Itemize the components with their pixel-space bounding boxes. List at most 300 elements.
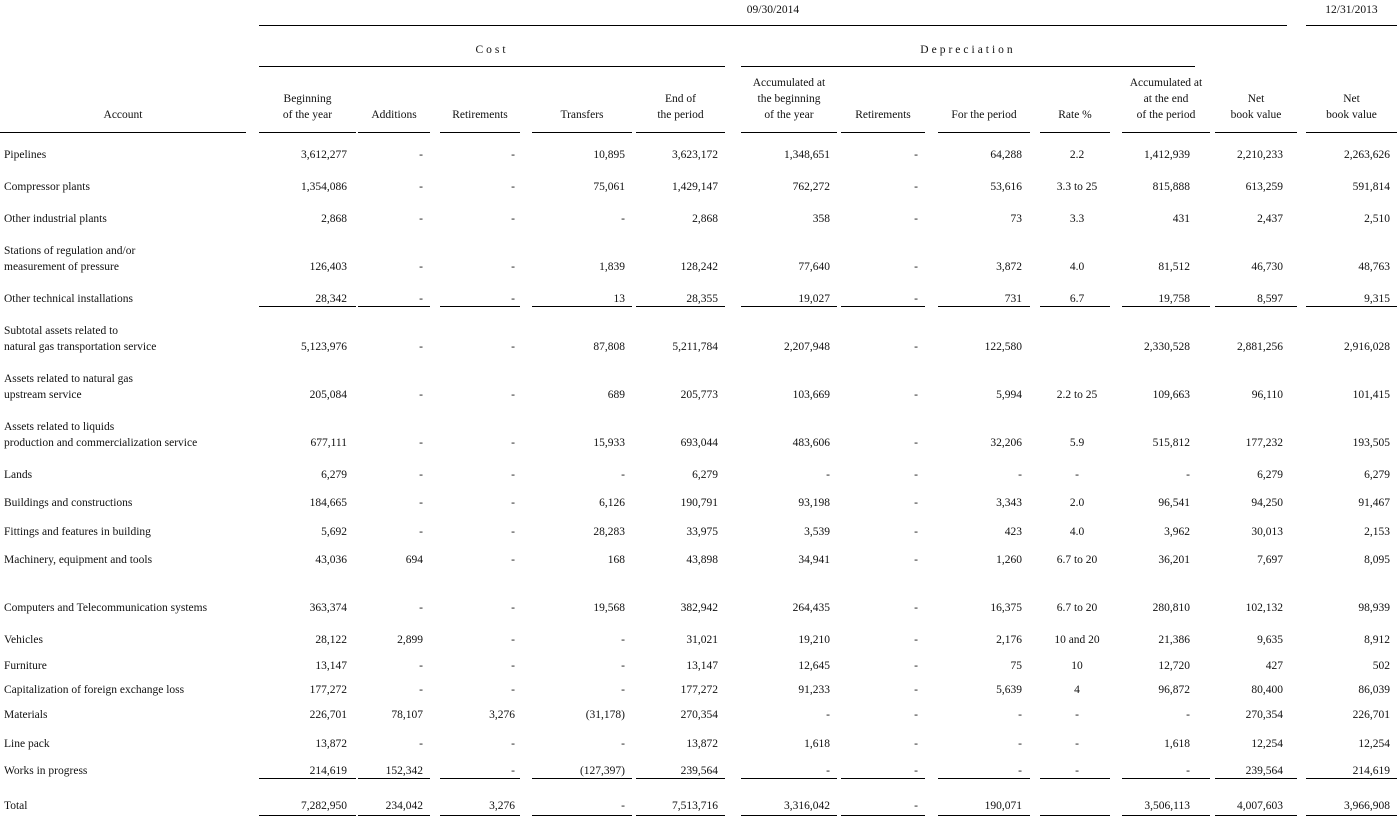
column-header-line: Net bbox=[1343, 93, 1360, 105]
table-cell: - bbox=[1186, 709, 1190, 721]
row-label-line: Capitalization of foreign exchange loss bbox=[4, 684, 185, 696]
table-cell: 6,279 bbox=[321, 469, 347, 481]
table-cell: 382,942 bbox=[680, 602, 718, 614]
table-cell: 190,791 bbox=[680, 497, 718, 509]
table-cell: - bbox=[914, 554, 918, 566]
row-label bbox=[4, 736, 50, 752]
table-cell: 2,330,528 bbox=[1144, 341, 1190, 353]
table-cell: - bbox=[419, 526, 423, 538]
table-cell: 7,697 bbox=[1257, 554, 1283, 566]
table-cell: 28,355 bbox=[686, 293, 718, 305]
table-cell: 270,354 bbox=[1245, 709, 1283, 721]
table-cell: 205,084 bbox=[309, 389, 347, 401]
table-cell: - bbox=[419, 293, 423, 305]
table-cell: 239,564 bbox=[680, 765, 718, 777]
table-cell: 591,814 bbox=[1352, 181, 1390, 193]
table-cell: - bbox=[419, 149, 423, 161]
column-header-line: Retirements bbox=[855, 109, 911, 121]
table-cell: - bbox=[511, 149, 515, 161]
table-cell: 94,250 bbox=[1251, 497, 1283, 509]
table-cell: 3,276 bbox=[489, 800, 515, 812]
row-label bbox=[4, 600, 207, 616]
table-cell: 2,153 bbox=[1364, 526, 1390, 538]
table-cell: 8,912 bbox=[1364, 634, 1390, 646]
column-header-line: Accumulated at bbox=[1129, 77, 1203, 89]
table-cell: 91,233 bbox=[798, 684, 830, 696]
table-cell: 815,888 bbox=[1152, 181, 1190, 193]
table-cell: 80,400 bbox=[1251, 684, 1283, 696]
table-cell: 48,763 bbox=[1358, 261, 1390, 273]
table-cell: 19,758 bbox=[1158, 293, 1190, 305]
table-cell: 13,147 bbox=[315, 660, 347, 672]
row-label bbox=[4, 179, 90, 195]
row-label-line: Buildings and constructions bbox=[4, 497, 133, 509]
table-cell: 5,639 bbox=[996, 684, 1022, 696]
table-cell: 2,868 bbox=[321, 213, 347, 225]
table-cell: 10 bbox=[1071, 660, 1083, 672]
row-label bbox=[4, 323, 156, 355]
row-label-line: Other technical installations bbox=[4, 293, 134, 305]
column-header-line: Accumulated at bbox=[752, 77, 826, 89]
table-cell: 12,720 bbox=[1158, 660, 1190, 672]
table-cell: 4,007,603 bbox=[1237, 800, 1283, 812]
column-header-rule bbox=[532, 132, 632, 133]
table-cell: 6.7 to 20 bbox=[1056, 554, 1098, 566]
table-cell: - bbox=[914, 389, 918, 401]
table-cell: - bbox=[419, 738, 423, 750]
table-cell: 363,374 bbox=[309, 602, 347, 614]
header-rule-prior bbox=[1306, 25, 1397, 26]
table-cell: 731 bbox=[1004, 293, 1022, 305]
column-header-rule bbox=[440, 132, 520, 133]
table-cell: - bbox=[511, 526, 515, 538]
table-cell: - bbox=[1186, 469, 1190, 481]
table-cell: 2,176 bbox=[996, 634, 1022, 646]
table-cell: 427 bbox=[1265, 660, 1283, 672]
cell-underline bbox=[532, 306, 632, 307]
column-header-line: For the period bbox=[951, 109, 1017, 121]
table-cell: - bbox=[511, 765, 515, 777]
table-cell: - bbox=[914, 684, 918, 696]
table-cell: 43,036 bbox=[315, 554, 347, 566]
table-cell: 9,315 bbox=[1364, 293, 1390, 305]
table-cell: 762,272 bbox=[792, 181, 830, 193]
table-cell: 30,013 bbox=[1251, 526, 1283, 538]
table-cell: - bbox=[419, 213, 423, 225]
table-cell: 5,692 bbox=[321, 526, 347, 538]
column-header-line: End of bbox=[665, 93, 696, 105]
table-cell: - bbox=[914, 526, 918, 538]
table-cell: 128,242 bbox=[680, 261, 718, 273]
table-cell: 3.3 to 25 bbox=[1056, 181, 1098, 193]
table-cell: - bbox=[419, 389, 423, 401]
row-label-line: Compressor plants bbox=[4, 181, 90, 193]
table-cell: 46,730 bbox=[1251, 261, 1283, 273]
table-cell: 2,263,626 bbox=[1344, 149, 1390, 161]
table-cell: 96,872 bbox=[1158, 684, 1190, 696]
table-cell: 2,207,948 bbox=[784, 341, 830, 353]
table-cell: 16,375 bbox=[990, 602, 1022, 614]
table-cell: - bbox=[914, 660, 918, 672]
row-label bbox=[4, 524, 151, 540]
row-label-line: Total bbox=[4, 800, 28, 812]
table-cell: - bbox=[914, 738, 918, 750]
table-cell: 28,342 bbox=[315, 293, 347, 305]
table-cell: 81,512 bbox=[1158, 261, 1190, 273]
cell-underline bbox=[1306, 778, 1397, 779]
column-header-rule bbox=[636, 132, 725, 133]
cell-underline bbox=[440, 306, 520, 307]
column-header-line: Rate % bbox=[1058, 109, 1092, 121]
table-cell: 214,619 bbox=[309, 765, 347, 777]
row-label bbox=[4, 291, 133, 307]
table-cell: 13,872 bbox=[315, 738, 347, 750]
table-cell: 613,259 bbox=[1245, 181, 1283, 193]
column-header-rule bbox=[1040, 132, 1110, 133]
table-cell: 2.2 bbox=[1069, 149, 1085, 161]
table-cell: 693,044 bbox=[680, 437, 718, 449]
row-label-line: Line pack bbox=[4, 738, 50, 750]
table-cell: 677,111 bbox=[310, 437, 347, 449]
row-label-line: Pipelines bbox=[4, 149, 47, 161]
table-cell: 2,437 bbox=[1257, 213, 1283, 225]
column-header bbox=[0, 107, 246, 123]
table-cell: 96,541 bbox=[1158, 497, 1190, 509]
table-cell: 6,126 bbox=[599, 497, 625, 509]
table-cell: 2,916,028 bbox=[1344, 341, 1390, 353]
row-label bbox=[4, 419, 197, 451]
table-cell: 43,898 bbox=[686, 554, 718, 566]
table-cell: - bbox=[914, 261, 918, 273]
table-cell: 3,966,908 bbox=[1344, 800, 1390, 812]
table-cell: 5,994 bbox=[996, 389, 1022, 401]
table-cell: 96,110 bbox=[1251, 389, 1283, 401]
table-cell: 270,354 bbox=[680, 709, 718, 721]
table-cell: - bbox=[1075, 709, 1079, 721]
group-header-depreciation: Depreciation bbox=[920, 44, 1016, 56]
row-label-line: Computers and Telecommunication systems bbox=[4, 602, 208, 614]
table-cell: 91,467 bbox=[1358, 497, 1390, 509]
table-cell: - bbox=[1075, 738, 1079, 750]
column-header bbox=[741, 75, 837, 123]
table-cell: (31,178) bbox=[585, 709, 625, 721]
column-header bbox=[1306, 91, 1397, 123]
column-header-rule bbox=[1215, 132, 1297, 133]
table-cell: - bbox=[1018, 469, 1022, 481]
table-cell: - bbox=[511, 497, 515, 509]
table-cell: 33,975 bbox=[686, 526, 718, 538]
row-label-line: Other industrial plants bbox=[4, 213, 107, 225]
table-cell: 2.0 bbox=[1069, 497, 1085, 509]
table-cell: - bbox=[1075, 469, 1079, 481]
table-cell: 423 bbox=[1004, 526, 1022, 538]
table-cell: 184,665 bbox=[309, 497, 347, 509]
table-cell: - bbox=[914, 181, 918, 193]
table-cell: 1,354,086 bbox=[301, 181, 347, 193]
column-header bbox=[636, 91, 725, 123]
table-cell: 2.2 to 25 bbox=[1056, 389, 1098, 401]
group-rule-depreciation bbox=[741, 66, 1195, 67]
table-cell: - bbox=[511, 634, 515, 646]
table-cell: 2,899 bbox=[397, 634, 423, 646]
column-header-rule bbox=[938, 132, 1030, 133]
table-cell: 77,640 bbox=[798, 261, 830, 273]
table-cell: - bbox=[419, 181, 423, 193]
table-cell: - bbox=[826, 765, 830, 777]
table-cell: 12,254 bbox=[1358, 738, 1390, 750]
row-label-line: Subtotal assets related to bbox=[4, 325, 119, 337]
table-cell: 6,279 bbox=[1364, 469, 1390, 481]
table-cell: 75 bbox=[1010, 660, 1022, 672]
cell-underline bbox=[841, 306, 925, 307]
column-header bbox=[1122, 75, 1210, 123]
table-cell: 13,147 bbox=[686, 660, 718, 672]
cell-underline bbox=[1215, 778, 1297, 779]
table-cell: 1,618 bbox=[1164, 738, 1190, 750]
table-cell: 53,616 bbox=[990, 181, 1022, 193]
table-cell: - bbox=[826, 469, 830, 481]
row-label-line: natural gas transportation service bbox=[4, 341, 157, 353]
row-label-line: Assets related to liquids bbox=[4, 421, 115, 433]
table-cell: - bbox=[914, 293, 918, 305]
column-header-line: the beginning bbox=[757, 93, 821, 105]
table-cell: - bbox=[419, 684, 423, 696]
table-cell: 13 bbox=[613, 293, 625, 305]
table-cell: - bbox=[621, 738, 625, 750]
row-label-line: measurement of pressure bbox=[4, 261, 119, 273]
row-label-line: Assets related to natural gas bbox=[4, 373, 134, 385]
column-header bbox=[1215, 91, 1297, 123]
table-cell: 93,198 bbox=[798, 497, 830, 509]
table-cell: 2,868 bbox=[692, 213, 718, 225]
table-cell: 9,635 bbox=[1257, 634, 1283, 646]
table-cell: - bbox=[511, 389, 515, 401]
table-cell: - bbox=[914, 800, 918, 812]
row-label bbox=[4, 211, 107, 227]
table-cell: 3,343 bbox=[996, 497, 1022, 509]
table-cell: (127,397) bbox=[579, 765, 625, 777]
table-cell: 264,435 bbox=[792, 602, 830, 614]
table-cell: 7,282,950 bbox=[301, 800, 347, 812]
table-cell: 193,505 bbox=[1352, 437, 1390, 449]
table-cell: 122,580 bbox=[984, 341, 1022, 353]
row-label bbox=[4, 763, 87, 779]
column-header bbox=[532, 107, 632, 123]
row-label bbox=[4, 371, 133, 403]
table-cell: - bbox=[914, 709, 918, 721]
table-cell: - bbox=[621, 469, 625, 481]
table-cell: - bbox=[621, 660, 625, 672]
table-cell: 7,513,716 bbox=[672, 800, 718, 812]
cell-underline bbox=[1306, 306, 1397, 307]
table-cell: 34,941 bbox=[798, 554, 830, 566]
cell-underline bbox=[636, 306, 725, 307]
column-header-line: the period bbox=[657, 109, 704, 121]
column-header-line: of the year bbox=[764, 109, 814, 121]
table-cell: 3,612,277 bbox=[301, 149, 347, 161]
table-cell: - bbox=[511, 602, 515, 614]
row-label-line: Fittings and features in building bbox=[4, 526, 151, 538]
column-header-line: at the end bbox=[1143, 93, 1189, 105]
column-header-rule bbox=[259, 132, 356, 133]
table-cell: - bbox=[511, 213, 515, 225]
cell-underline bbox=[532, 778, 632, 779]
table-cell: 1,429,147 bbox=[672, 181, 718, 193]
column-header-rule bbox=[1122, 132, 1210, 133]
table-cell: 12,254 bbox=[1251, 738, 1283, 750]
column-header-line: Net bbox=[1247, 93, 1265, 105]
table-cell: - bbox=[621, 800, 625, 812]
table-cell: - bbox=[419, 341, 423, 353]
table-cell: 6.7 bbox=[1069, 293, 1085, 305]
table-cell: - bbox=[1186, 765, 1190, 777]
column-header-line: Retirements bbox=[452, 109, 508, 121]
table-cell: - bbox=[511, 341, 515, 353]
table-cell: - bbox=[511, 261, 515, 273]
table-cell: - bbox=[914, 602, 918, 614]
table-cell: - bbox=[1075, 765, 1079, 777]
table-cell: 12,645 bbox=[798, 660, 830, 672]
table-cell: 3,962 bbox=[1164, 526, 1190, 538]
table-cell: 75,061 bbox=[593, 181, 625, 193]
table-cell: 6,279 bbox=[692, 469, 718, 481]
column-header-line: of the year bbox=[282, 109, 333, 121]
period-date-current: 09/30/2014 bbox=[746, 4, 800, 16]
table-cell: 8,597 bbox=[1257, 293, 1283, 305]
column-header-line: Beginning bbox=[283, 93, 332, 105]
table-cell: 78,107 bbox=[391, 709, 423, 721]
table-cell: 3,539 bbox=[804, 526, 830, 538]
table-cell: - bbox=[621, 634, 625, 646]
table-cell: 86,039 bbox=[1358, 684, 1390, 696]
table-cell: - bbox=[419, 497, 423, 509]
column-header bbox=[259, 91, 356, 123]
column-header bbox=[358, 107, 430, 123]
table-cell: 5.9 bbox=[1069, 437, 1085, 449]
table-cell: 694 bbox=[405, 554, 423, 566]
column-header-rule bbox=[0, 132, 246, 133]
table-cell: 13,872 bbox=[686, 738, 718, 750]
table-cell: 515,812 bbox=[1152, 437, 1190, 449]
table-cell: - bbox=[826, 709, 830, 721]
table-cell: - bbox=[621, 684, 625, 696]
table-cell: - bbox=[511, 293, 515, 305]
table-cell: 1,260 bbox=[996, 554, 1022, 566]
table-cell: 689 bbox=[607, 389, 625, 401]
table-cell: 177,272 bbox=[680, 684, 718, 696]
column-header bbox=[841, 107, 925, 123]
row-label bbox=[4, 658, 47, 674]
period-date-prior: 12/31/2013 bbox=[1325, 4, 1378, 16]
row-label-line: Vehicles bbox=[4, 634, 43, 646]
table-cell: - bbox=[1018, 709, 1022, 721]
table-cell: 1,618 bbox=[804, 738, 830, 750]
column-header bbox=[1040, 107, 1110, 123]
group-header-cost: Cost bbox=[475, 44, 509, 56]
table-cell: - bbox=[914, 437, 918, 449]
table-cell: 3.3 bbox=[1069, 213, 1085, 225]
table-cell: - bbox=[914, 469, 918, 481]
table-cell: 19,568 bbox=[593, 602, 625, 614]
table-cell: - bbox=[914, 765, 918, 777]
cell-underline bbox=[440, 778, 520, 779]
table-cell: 226,701 bbox=[1352, 709, 1390, 721]
row-label-line: Stations of regulation and/or bbox=[4, 245, 136, 257]
table-cell: 19,210 bbox=[798, 634, 830, 646]
table-cell: 214,619 bbox=[1352, 765, 1390, 777]
table-cell: 8,095 bbox=[1364, 554, 1390, 566]
table-cell: 102,132 bbox=[1245, 602, 1283, 614]
table-cell: - bbox=[511, 684, 515, 696]
row-label-line: Materials bbox=[4, 709, 48, 721]
table-cell: 431 bbox=[1172, 213, 1190, 225]
table-cell: - bbox=[419, 437, 423, 449]
header-rule-current bbox=[259, 25, 1287, 26]
table-cell: - bbox=[419, 469, 423, 481]
table-cell: - bbox=[1018, 765, 1022, 777]
cell-underline bbox=[1215, 306, 1297, 307]
cell-underline bbox=[938, 778, 1030, 779]
table-cell: 15,933 bbox=[593, 437, 625, 449]
row-label bbox=[4, 147, 46, 163]
row-label-line: Works in progress bbox=[4, 765, 88, 777]
table-cell: - bbox=[511, 469, 515, 481]
table-cell: 10,895 bbox=[593, 149, 625, 161]
table-cell: 3,316,042 bbox=[784, 800, 830, 812]
table-cell: 177,272 bbox=[309, 684, 347, 696]
row-label-line: production and commercialization service bbox=[4, 437, 198, 449]
table-cell: - bbox=[419, 261, 423, 273]
table-cell: 190,071 bbox=[984, 800, 1022, 812]
table-cell: 28,283 bbox=[593, 526, 625, 538]
row-label-line: upstream service bbox=[4, 389, 82, 401]
column-header-rule bbox=[1306, 132, 1397, 133]
table-cell: 126,403 bbox=[309, 261, 347, 273]
table-cell: 502 bbox=[1372, 660, 1390, 672]
row-label bbox=[4, 798, 27, 814]
table-cell: 103,669 bbox=[792, 389, 830, 401]
row-label bbox=[4, 495, 132, 511]
table-cell: 205,773 bbox=[680, 389, 718, 401]
table-cell: - bbox=[914, 341, 918, 353]
table-cell: 3,872 bbox=[996, 261, 1022, 273]
table-cell: - bbox=[511, 660, 515, 672]
table-cell: 3,276 bbox=[489, 709, 515, 721]
row-label bbox=[4, 243, 135, 275]
table-cell: - bbox=[419, 602, 423, 614]
table-cell: - bbox=[914, 149, 918, 161]
table-cell: 2,881,256 bbox=[1237, 341, 1283, 353]
table-cell: 4 bbox=[1074, 684, 1080, 696]
table-cell: - bbox=[419, 660, 423, 672]
table-cell: - bbox=[511, 554, 515, 566]
column-header-line: book value bbox=[1326, 109, 1377, 121]
table-cell: 3,623,172 bbox=[672, 149, 718, 161]
row-label bbox=[4, 552, 152, 568]
group-rule-cost bbox=[259, 66, 725, 67]
table-cell: 152,342 bbox=[385, 765, 423, 777]
column-header-rule bbox=[358, 132, 430, 133]
column-header-rule bbox=[841, 132, 925, 133]
table-cell: 168 bbox=[607, 554, 625, 566]
column-header-line: Additions bbox=[371, 109, 417, 121]
table-cell: - bbox=[511, 738, 515, 750]
table-cell: 226,701 bbox=[309, 709, 347, 721]
row-label bbox=[4, 632, 43, 648]
table-cell: 19,027 bbox=[798, 293, 830, 305]
table-cell: - bbox=[511, 181, 515, 193]
table-cell: 5,211,784 bbox=[672, 341, 718, 353]
